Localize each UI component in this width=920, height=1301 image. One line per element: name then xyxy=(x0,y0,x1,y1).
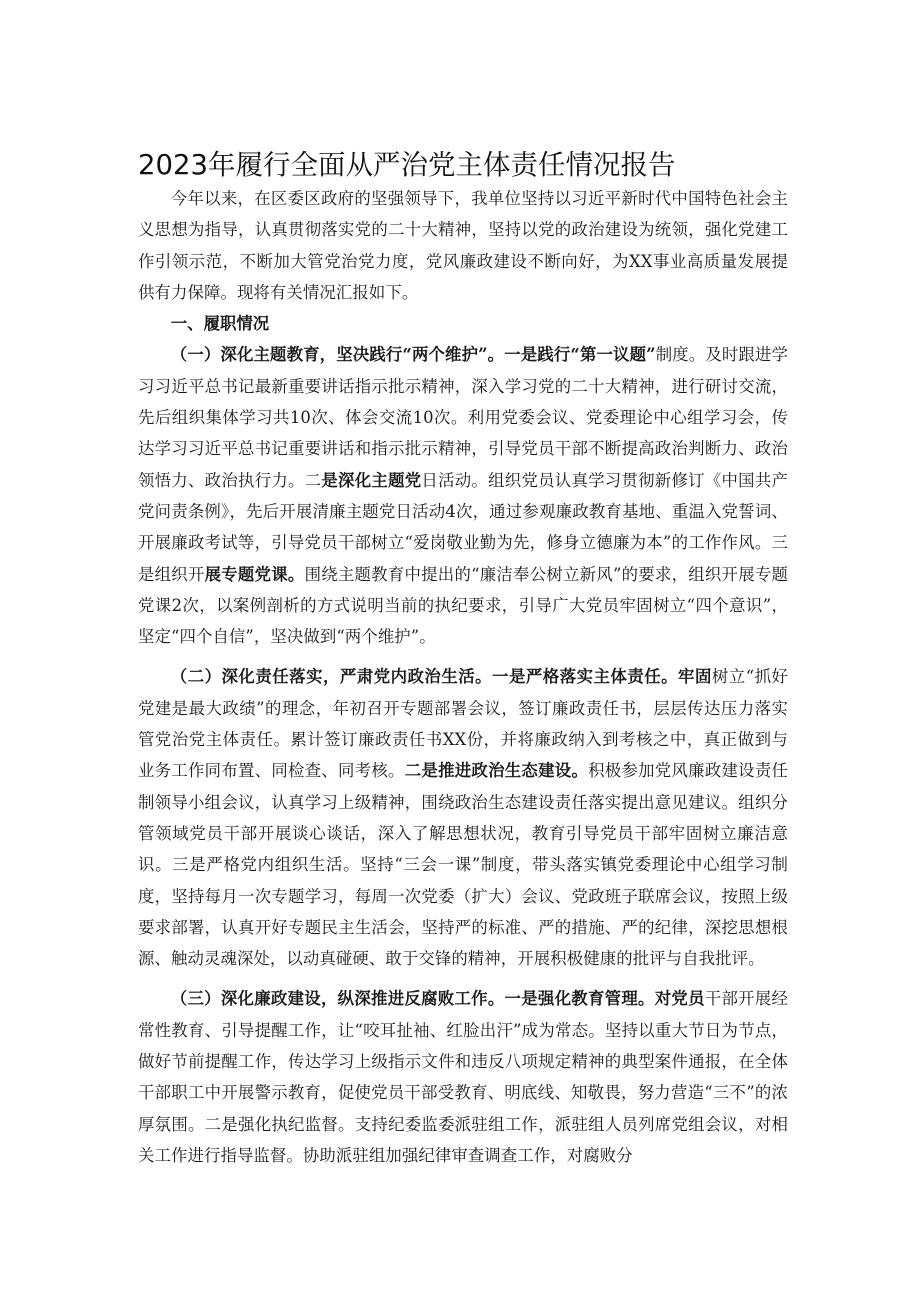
paragraph-2-text-2: 积极参加党风廉政建设责任制领导小组会议，认真学习上级精神，围绕政治生态建设责任落实提出意见建议。组织分管领域党员干部开展谈心谈话，深入了解思想状况，教育引导党员干部牢固树立廉洁意识。三是严格党内组织生活。坚持“三会一课”制度，带头落实镇党委理论中心组学习制度，坚持每月一次专题学习，每周一次党委（扩大）会议、党政班子联席会议，按照上级要求部署，认真开好专题民主生活会，坚持严的标准、严的措施、严的纪律，深挖思想根源、触动灵魂深处，以动真碰硬、敢于交锋的精神，开展积极健康的批评与自我批评。 xyxy=(138,761,788,969)
paragraph-2-text-1: 树立“抓好党建是最大政绩”的理念，年初召开专题部署会议，签订廉政责任书，层层传达压力落实管党治党主体责任。累计签订廉政责任书XX份，并将廉政纳入到考核之中，真正做到与业务工作同布置、同检查、同考核。 xyxy=(138,667,788,781)
paragraph-gap xyxy=(138,652,788,661)
paragraph-1-text-3: 围绕主题教育中提出的“廉洁奉公树立新风”的要求，组织开展专题党课2次，以案例剖析的方式说明当前的执纪要求，引导广大党员牢固树立“四个意识”，坚定“四个自信”，坚决做到“两个维护”。 xyxy=(138,564,788,647)
paragraph-1-text-2: 日活动。组织党员认真学习贯彻新修订《中国共产党问责条例》，先后开展清廉主题党日活动4次，通过参观廉政教育基地、重温入党誓词、开展廉政考试等，引导党员干部树立“爱岗敬业勤为先，修身立德廉为本”的工作作风。三是组织开 xyxy=(138,470,788,584)
paragraph-3-lead: （三）深化廉政建设，纵深推进反腐败工作。一是强化教育管理。对党员 xyxy=(170,989,705,1009)
intro-paragraph: 今年以来，在区委区政府的坚强领导下，我单位坚持以习近平新时代中国特色社会主义思想为指导，认真贯彻落实党的二十大精神，坚持以党的政治建设为统领，强化党建工作引领示范，不断加大管党治党力度，党风廉政建设不断向好，为XX事业高质量发展提供有力保障。现将有关情况汇报如下。 xyxy=(138,189,788,302)
paragraph-1 xyxy=(138,339,788,652)
paragraph-1-lead: （一）深化主题教育，坚决践行“两个维护”。一是践行“第一议题” xyxy=(170,345,656,365)
paragraph-1-text-1: 制度。及时跟进学习习近平总书记最新重要讲话指示批示精神，深入学习党的二十大精神，进行研讨交流，先后组织集体学习共10次、体会交流10次。利用党委会议、党委理论中心组学习会，传达学习习近平总书记重要讲话和指示批示精神，引导党员干部不断提高政治判断力、政治领悟力、政治执行力。二 xyxy=(138,345,788,490)
paragraph-1-bold-3: 展专题党课。 xyxy=(204,564,305,584)
paragraph-3-text-1: 干部开展经常性教育、引导提醒工作，让“咬耳扯袖、红脸出汗”成为常态。坚持以重大节日为节点，做好节前提醒工作，传达学习上级指示文件和违反八项规定精神的典型案件通报，在全体干部职工中开展警示教育，促使党员干部受教育、明底线、知敬畏，努力营造“三不”的浓厚氛围。二是强化执纪监督。支持纪委监委派驻组工作，派驻组人员列席党组会议，对相关工作进行指导监督。协助派驻组加强纪律审查调查工作，对腐败分 xyxy=(138,989,789,1165)
paragraph-2 xyxy=(138,661,788,974)
document-body xyxy=(138,183,788,1171)
paragraph-2-lead: （二）深化责任落实，严肃党内政治生活。一是严格落实主体责任。牢固 xyxy=(170,667,712,687)
document-title: 2023年履行全面从严治党主体责任情况报告 xyxy=(138,149,676,182)
paragraph-1-bold-2: 是深化主题党 xyxy=(321,470,422,490)
paragraph-2-bold-2: 二是推进政治生态建设。 xyxy=(404,761,589,781)
paragraph-gap xyxy=(138,974,788,983)
paragraph-3 xyxy=(138,983,788,1171)
section-heading: 一、履职情况 xyxy=(170,314,270,334)
